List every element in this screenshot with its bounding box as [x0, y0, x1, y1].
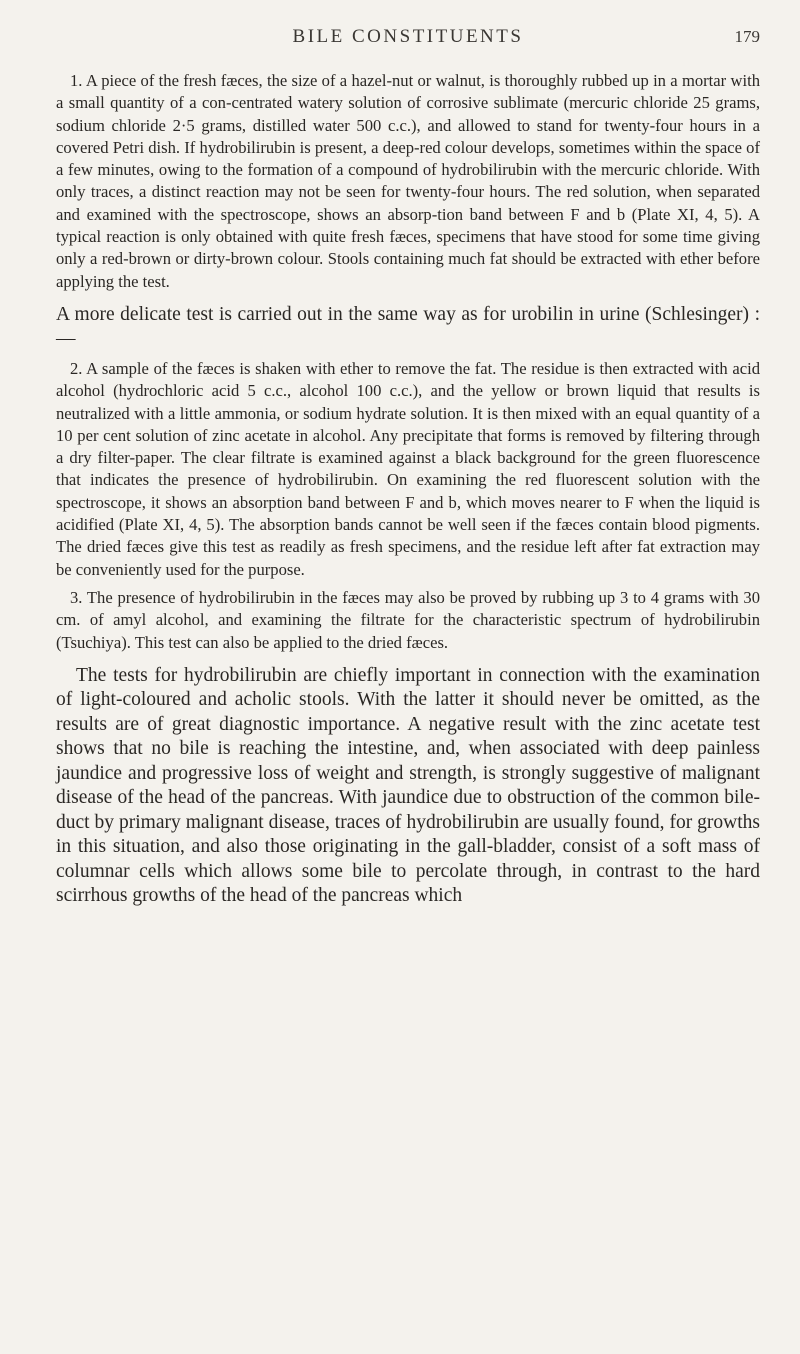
paragraph-test-2: 2. A sample of the fæces is shaken with ether to remove the fat. The residue is then extracted with acid alcohol (hydrochloric acid 5 c.c., alcohol 100 c.c.), and the yellow or brown liquid that results is neutralized with a little ammonia, or sodium hydrate solution. It is then mixed with an equal quantity of a 10 per cent solution of zinc acetate in alcohol. Any precipitate that forms is removed by filtering through a dry filter-paper. The clear filtrate is examined against a black background for the green fluorescence that indicates the presence of hydrobilirubin. On examining the red fluorescent solution with the spectroscope, it shows an absorption band between F and b, which moves nearer to F when the liquid is acidified (Plate XI, 4, 5). The absorption bands cannot be well seen if the fæces contain blood pigments. The dried fæces give this test as readily as fresh specimens, and the residue left after fat extraction may be conveniently used for the purpose. [56, 358, 760, 579]
paragraph-schlesinger-intro: A more delicate test is carried out in the same way as for urobilin in urine (Schlesinger) :— [56, 303, 760, 350]
paragraph-test-1: 1. A piece of the fresh fæces, the size of a hazel-nut or walnut, is thoroughly rubbed up in a mortar with a small quantity of a con-centrated watery solution of corrosive sublimate (mercuric chloride 25 grams, sodium chloride 2·5 grams, distilled water 500 c.c.), and allowed to stand for twenty-four hours in a covered Petri dish. If hydrobilirubin is present, a deep-red colour develops, sometimes within the space of a few minutes, owing to the formation of a compound of hydrobilirubin with the mercuric chloride. With only traces, a distinct reaction may not be seen for twenty-four hours. The red solution, when separated and examined with the spectroscope, shows an absorp-tion band between F and b (Plate XI, 4, 5). A typical reaction is only obtained with quite fresh fæces, specimens that have stood for some time giving only a red-brown or dirty-brown colour. Stools containing much fat should be extracted with ether before applying the test. [56, 71, 760, 291]
paragraph-test-3: 3. The presence of hydrobilirubin in the fæces may also be proved by rubbing up 3 to 4 grams with 30 cm. of amyl alcohol, and examining the filtrate for the characteristic spectrum of hydrobilirubin (Tsuchiya). This test can also be applied to the dried fæces. [56, 587, 760, 652]
running-title: BILE CONSTITUENTS [292, 26, 524, 47]
page-number: 179 [734, 27, 760, 46]
page-body [56, 70, 760, 909]
paragraph-clinical-importance: The tests for hydrobilirubin are chiefly important in connection with the examination of light-coloured and acholic stools. With the latter it should never be omitted, as the results are of great diagnostic importance. A negative result with the zinc acetate test shows that no bile is reaching the intestine, and, when associated with deep painless jaundice and progressive loss of weight and strength, is strongly suggestive of malignant disease of the head of the pancreas. With jaundice due to obstruction of the common bile-duct by primary malignant disease, traces of hydrobilirubin are usually found, for growths in this situation, and also those originating in the gall-bladder, consist of a soft mass of columnar cells which allows some bile to percolate through, in contrast to the hard scirrhous growths of the head of the pancreas which [56, 664, 760, 907]
running-head [56, 26, 760, 56]
